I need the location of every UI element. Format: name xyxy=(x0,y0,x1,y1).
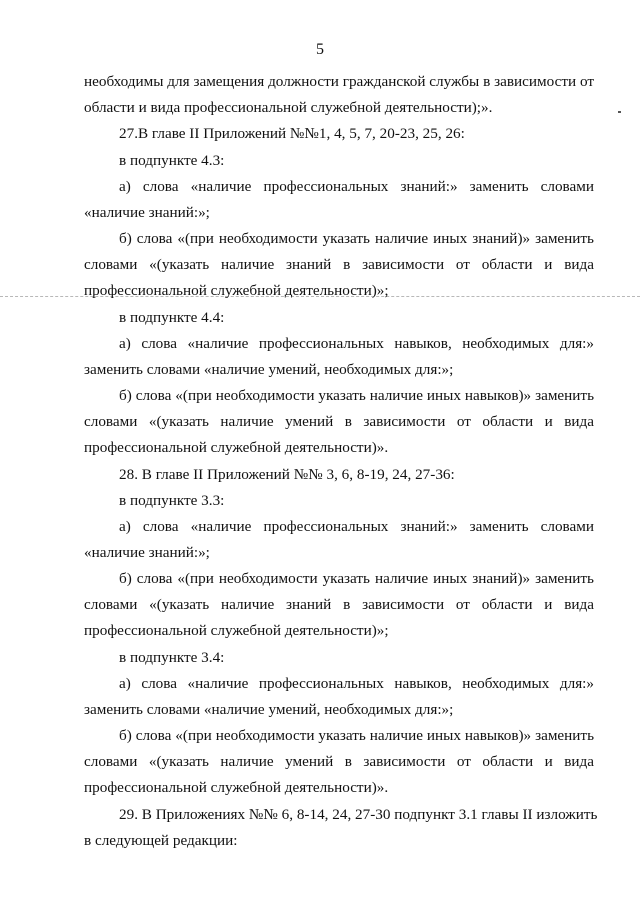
text-line: «наличие знаний:»; xyxy=(84,544,210,561)
text-line: б) слова «(при необходимости указать наличие иных знаний)» заменить xyxy=(119,230,594,247)
paragraph-heading: 29. В Приложениях №№ 6, 8-14, 24, 27-30 подпункт 3.1 главы II изложить xyxy=(119,806,598,823)
page-number: 5 xyxy=(316,41,324,58)
text-line: а) слова «наличие профессиональных навыков, необходимых для:» xyxy=(119,675,594,692)
text-line: профессиональной служебной деятельности)». xyxy=(84,439,389,456)
text-line: б) слова «(при необходимости указать наличие иных навыков)» заменить xyxy=(119,387,594,404)
text-line: а) слова «наличие профессиональных навыков, необходимых для:» xyxy=(119,335,594,352)
text-line: профессиональной служебной деятельности)». xyxy=(84,779,389,796)
text-line: словами «(указать наличие умений в зависимости от области и вида xyxy=(84,753,594,770)
text-line: профессиональной служебной деятельности)»; xyxy=(84,622,389,639)
text-line: заменить словами «наличие умений, необходимых для:»; xyxy=(84,361,454,378)
paragraph-heading: 28. В главе II Приложений №№ 3, 6, 8-19, 24, 27-36: xyxy=(119,466,455,483)
scan-speck xyxy=(618,111,621,113)
text-line: «наличие знаний:»; xyxy=(84,204,210,221)
text-line: необходимы для замещения должности гражданской службы в зависимости от xyxy=(84,73,594,90)
text-line: заменить словами «наличие умений, необходимых для:»; xyxy=(84,701,454,718)
text-line: в следующей редакции: xyxy=(84,832,238,849)
subpoint-line: в подпункте 3.3: xyxy=(119,492,225,509)
text-line: б) слова «(при необходимости указать наличие иных навыков)» заменить xyxy=(119,727,594,744)
subpoint-line: в подпункте 3.4: xyxy=(119,649,225,666)
text-line: словами «(указать наличие знаний в зависимости от области и вида xyxy=(84,256,594,273)
subpoint-line: в подпункте 4.3: xyxy=(119,152,225,169)
text-line: профессиональной служебной деятельности)»; xyxy=(84,282,389,299)
text-line: б) слова «(при необходимости указать наличие иных знаний)» заменить xyxy=(119,570,594,587)
text-line: словами «(указать наличие умений в зависимости от области и вида xyxy=(84,413,594,430)
text-line: а) слова «наличие профессиональных знаний:» заменить словами xyxy=(119,518,594,535)
text-line: области и вида профессиональной служебной деятельности);». xyxy=(84,99,493,116)
text-line: словами «(указать наличие знаний в зависимости от области и вида xyxy=(84,596,594,613)
subpoint-line: в подпункте 4.4: xyxy=(119,309,225,326)
paragraph-heading: 27.В главе II Приложений №№1, 4, 5, 7, 20-23, 25, 26: xyxy=(119,125,465,142)
text-line: а) слова «наличие профессиональных знаний:» заменить словами xyxy=(119,178,594,195)
